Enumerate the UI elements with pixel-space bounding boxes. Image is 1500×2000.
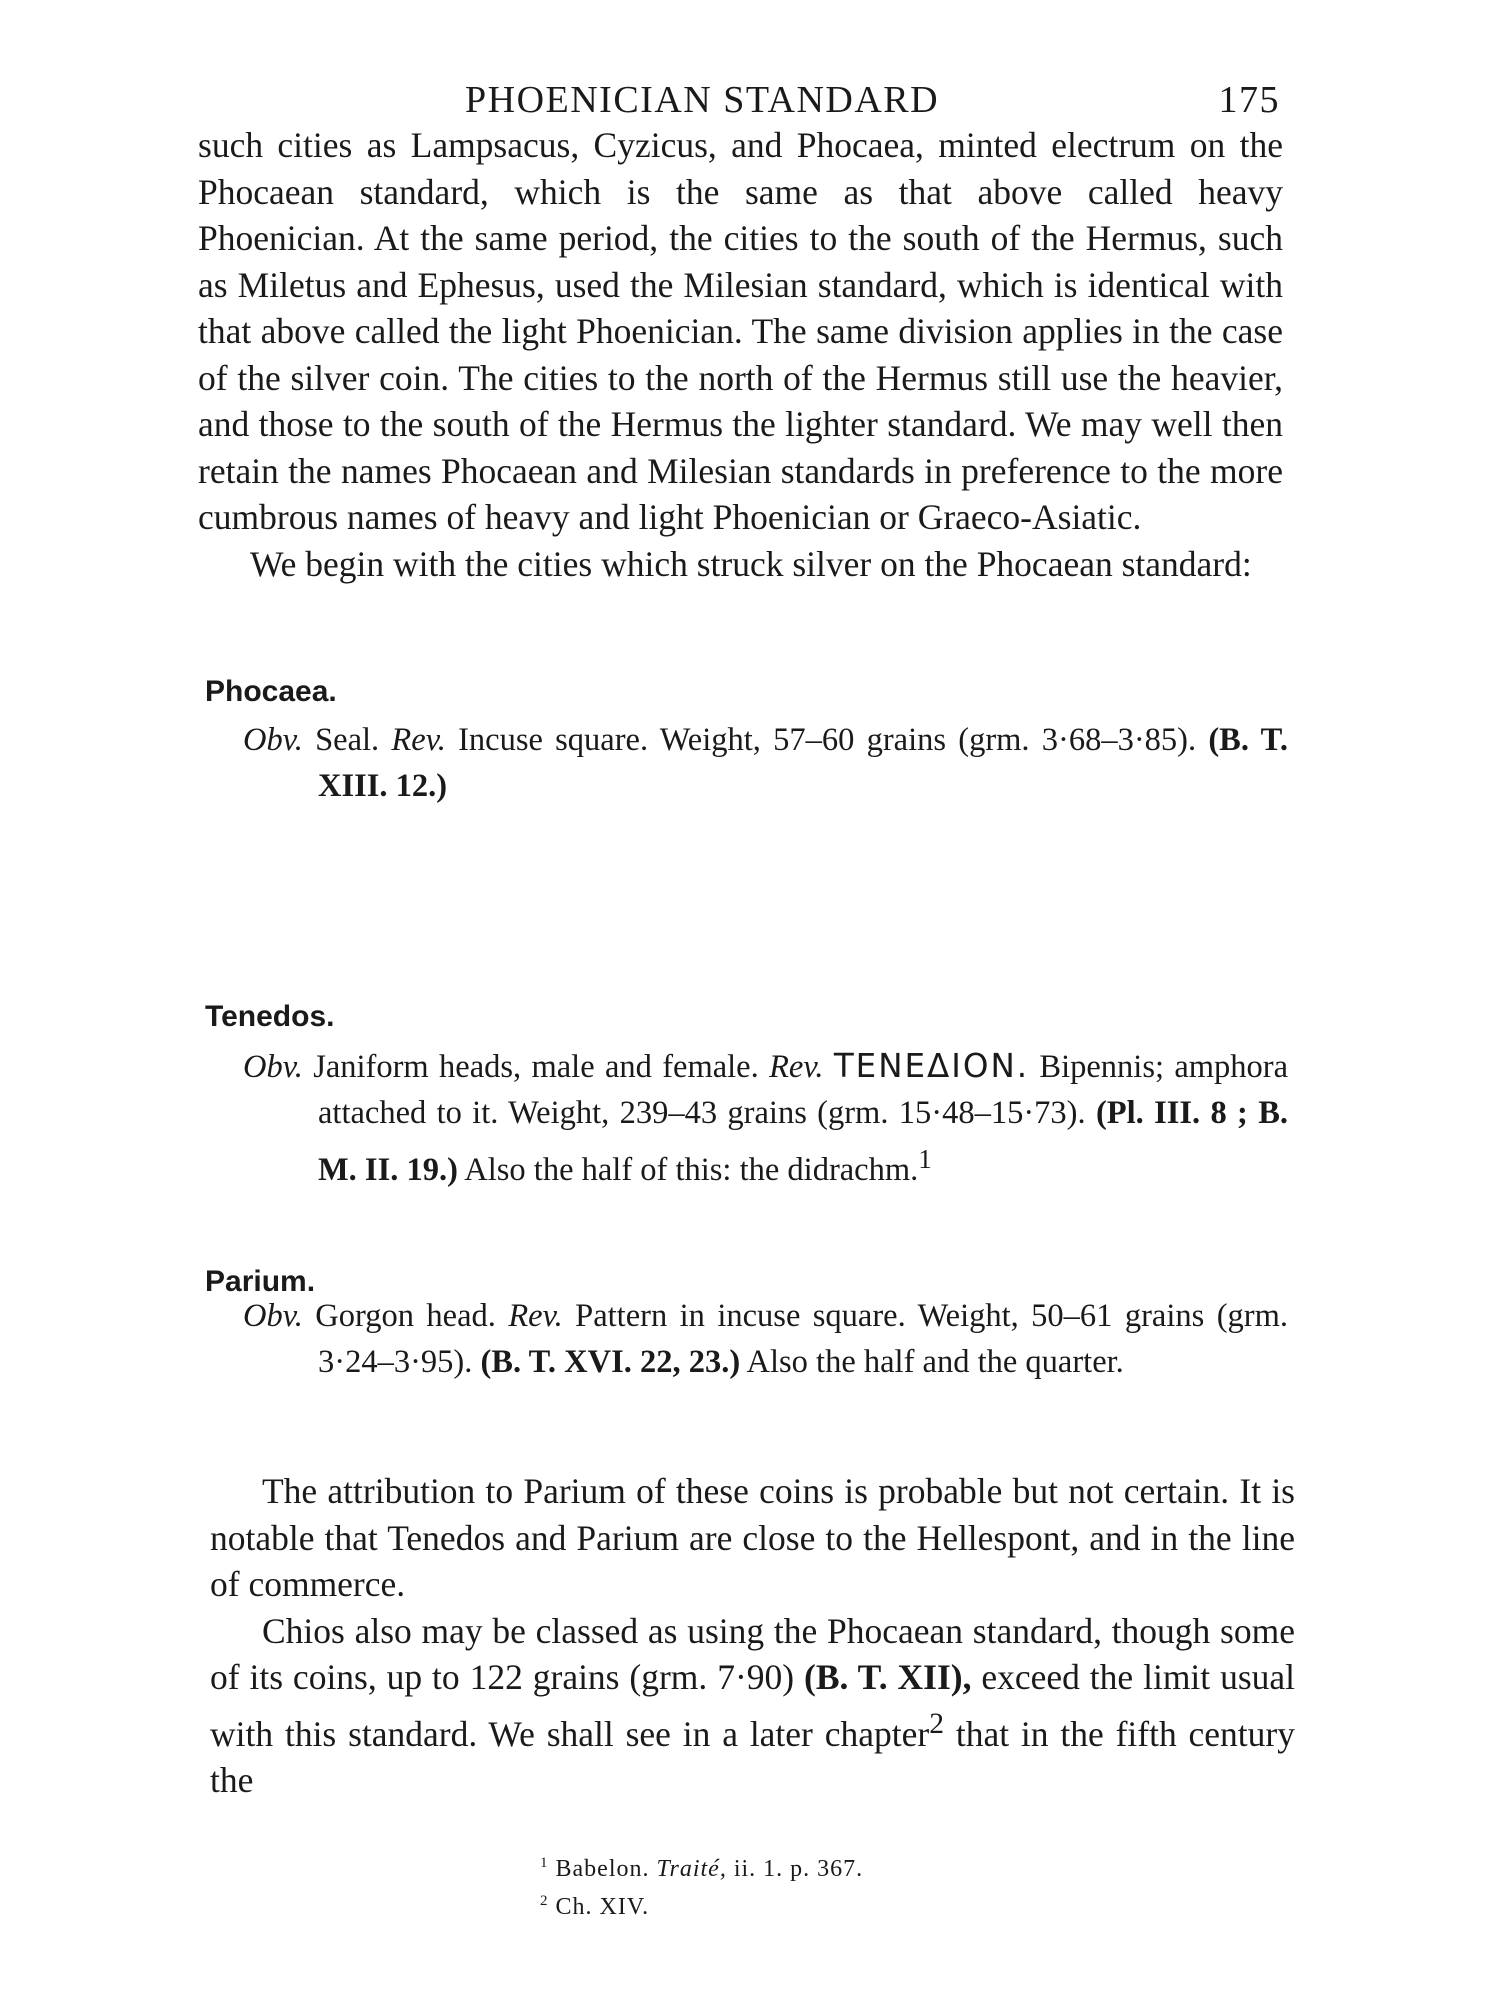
entry-heading-tenedos: Tenedos. xyxy=(205,1000,335,1033)
paragraph-2: We begin with the cities which struck silver on the Phocaean standard: xyxy=(250,543,1252,584)
page-number: 175 xyxy=(1218,79,1280,121)
entry-note: Also the half of this: the didrachm. xyxy=(464,1151,919,1188)
rev-description: Incuse square. Weight, 57–60 grains (grm. 3·68–3·85). xyxy=(458,722,1197,758)
paragraph-chios: Chios also may be classed as using the Phocaean standard, though some of its coins, up to 122 grains (grm. 7·90) (B. T. XII), exceed the limit usual with this standard. We shall see in a later chapter$^2$ that in the fifth century the xyxy=(210,1610,1295,1800)
entry-heading-parium: Parium. xyxy=(205,1265,316,1298)
rev-description: Bipennis; amphora attached to it. Weight, 239–43 grains (grm. 15·48–15·73). xyxy=(318,1049,1289,1131)
entry-parium xyxy=(243,1293,1288,1385)
paragraph-1: such cities as Lampsacus, Cyzicus, and Phocaea, minted electrum on the Phocaean standard, which is the same as that above called heavy Phoenician. At the same period, the cities to the south of the Hermus, such as Miletus and Ephesus, used the Milesian standard, which is identical with that above called the light Phoenician. The same division applies in the case of the silver coin. The cities to the north of the Hermus still use the heavier, and those to the south of the Hermus the lighter standard. We may well then retain the names Phocaean and Milesian standards in preference to the more cumbrous names of heavy and light Phoenician or Graeco-Asiatic. xyxy=(198,125,1283,537)
rev-label: Rev. xyxy=(508,1298,563,1334)
footnote-mark: 2 xyxy=(929,1707,944,1740)
obv-description: Seal. xyxy=(315,722,380,758)
entry-tenedos xyxy=(243,1043,1289,1193)
coin-legend: TENEΔION. xyxy=(833,1047,1030,1085)
paragraph-attribution: The attribution to Parium of these coins is probable but not certain. It is notable that Tenedos and Parium are close to the Hellespont, and in the line of commerce. xyxy=(210,1471,1295,1604)
closing-text xyxy=(210,1468,1295,1803)
footnote-1: $^1$ Babelon. Traité, ii. 1. p. 367. xyxy=(540,1855,864,1882)
plate-reference: (B. T. XIII. 12.) xyxy=(318,722,1289,804)
obv-label: Obv. xyxy=(243,1049,303,1085)
running-title: PHOENICIAN STANDARD xyxy=(465,79,940,121)
plate-reference: (Pl. III. 8 ; B. M. II. 19.) xyxy=(318,1095,1289,1188)
rev-label: Rev. xyxy=(391,722,446,758)
plate-reference: (B. T. XII), xyxy=(804,1657,972,1697)
entry-note: Also the half and the quarter. xyxy=(746,1344,1124,1380)
plate-reference: (B. T. XVI. 22, 23.) xyxy=(480,1344,741,1380)
footnote-2: $^2$ Ch. XIV. xyxy=(540,1893,650,1920)
entry-phocaea xyxy=(243,717,1289,809)
footnote-mark: 1 xyxy=(918,1144,932,1174)
entry-heading-phocaea: Phocaea. xyxy=(205,675,337,708)
obv-label: Obv. xyxy=(243,1298,303,1334)
obv-description: Gorgon head. xyxy=(315,1298,496,1334)
running-header xyxy=(200,78,1290,128)
obv-description: Janiform heads, male and female. xyxy=(313,1049,759,1085)
rev-description: Pattern in incuse square. Weight, 50–61 grains (grm. 3·24–3·95). xyxy=(318,1298,1288,1380)
rev-label: Rev. xyxy=(769,1049,824,1085)
opening-text xyxy=(198,122,1283,587)
obv-label: Obv. xyxy=(243,722,303,758)
